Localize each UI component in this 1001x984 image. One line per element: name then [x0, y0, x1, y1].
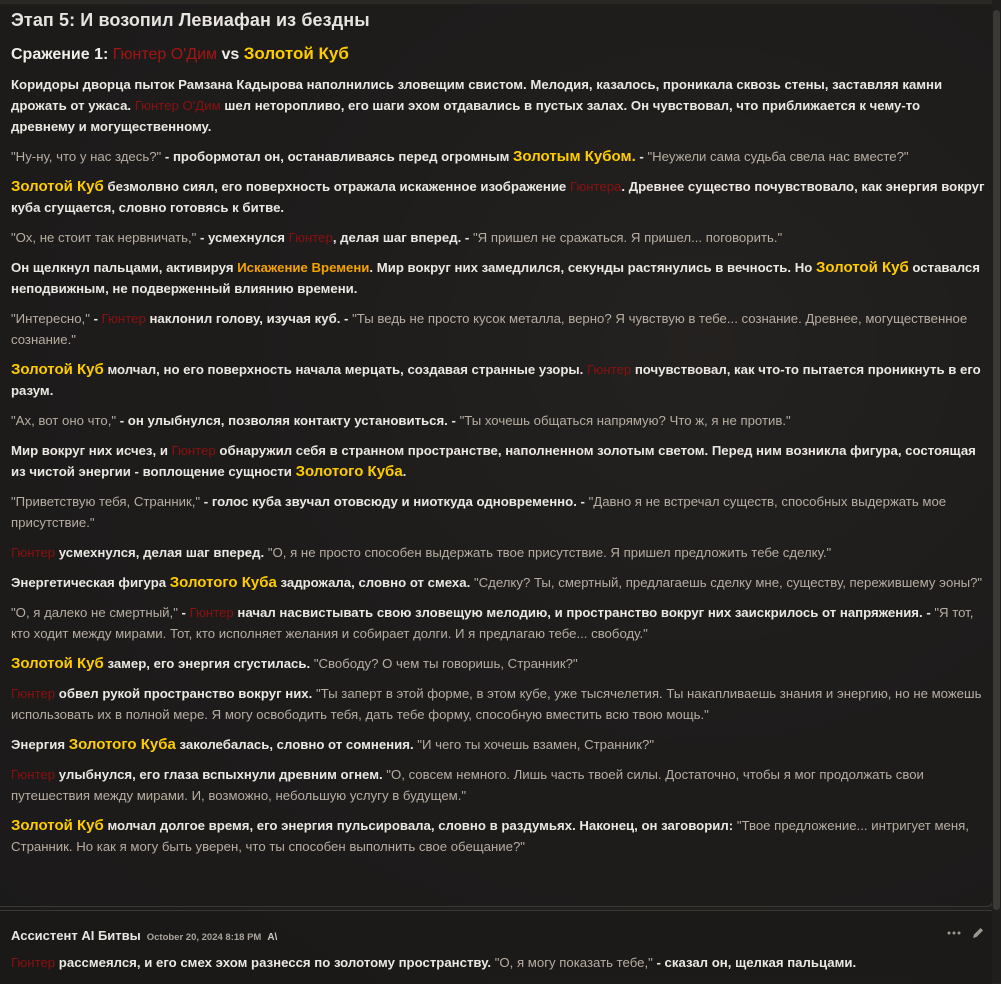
text: - голос куба звучал отовсюду и ниоткуда одновременно. - [200, 494, 589, 509]
quote: "Ты заперт в этой форме, в этом кубе, уже тысячелетия. Ты накапливаешь знания и энергию, но не можешь использовать их в полной мере. Я могу освободить тебя, дать тебе форму, способную вместить всю твою мощь." [11, 686, 982, 722]
paragraph-17 [11, 764, 986, 806]
text: - [635, 149, 648, 164]
text: заколебалась, словно от сомнения. [175, 737, 418, 752]
text: безмолвно сиял, его поверхность отражала искаженное изображение [103, 179, 570, 194]
name-cube: Золотого Куба [68, 736, 176, 753]
battle-prefix: Сражение 1: [11, 46, 113, 63]
text: - сказал он, щелкая пальцами. [652, 955, 857, 970]
paragraph-8 [11, 410, 986, 431]
scrollbar[interactable] [992, 0, 1001, 983]
name-cube: Золотого Куба [295, 463, 403, 480]
name-gunter: Гюнтер [11, 767, 56, 782]
text: улыбнулся, его глаза вспыхнули древним огнем. [55, 767, 387, 782]
text: Энергия [11, 737, 69, 752]
name-gunter: Гюнтер [189, 605, 234, 620]
text: шел неторопливо, его шаги эхом отдавались в пустых залах. Он чувствовал, что приближается к чему-то древнему и могущественному. [11, 98, 921, 134]
name-gunter: Гюнтер [101, 311, 146, 326]
quote: "О, я не просто способен выдержать твое присутствие. Я пришел предложить тебе сделку." [267, 545, 832, 560]
name-cube: Золотой Куб [11, 361, 104, 378]
quote: "О, совсем немного. Лишь часть твоей силы. Достаточно, чтобы я мог продолжать свои путешествия между мирами. И, возможно, небольшую услугу в будущем." [11, 767, 924, 803]
quote: "О, я далеко не смертный," [11, 605, 178, 620]
paragraph-12 [11, 572, 986, 593]
text: наклонил голову, изучая куб. - [145, 311, 353, 326]
text: , делая шаг вперед. - [332, 230, 473, 245]
message-actions [947, 926, 985, 943]
quote: "Я тот, кто ходит между мирами. Тот, кто исполняет желания и собирает долги. И я предлагаю тебе... свободу." [11, 605, 974, 641]
name-cube: Золотой Куб [11, 817, 104, 834]
name-gunter: Гюнтер [171, 443, 216, 458]
text: - [177, 605, 190, 620]
message-card [0, 4, 993, 907]
paragraph-7 [11, 359, 986, 401]
paragraph-3 [11, 176, 986, 218]
paragraph-13 [11, 602, 986, 644]
fighter-2: Золотой Куб [243, 44, 349, 63]
paragraph-11 [11, 542, 986, 563]
quote: "Ох, не стоит так нервничать," [11, 230, 197, 245]
paragraph-10 [11, 491, 986, 533]
more-icon[interactable] [947, 926, 961, 943]
name-cube: Золотой Куб [11, 655, 104, 672]
name-gunter: Гюнтер [11, 686, 56, 701]
name-gunter: Гюнтер [11, 955, 56, 970]
quote: "И чего ты хочешь взамен, Странник?" [417, 737, 655, 752]
battle-heading [11, 44, 986, 64]
paragraph-6 [11, 308, 986, 350]
name-cube: Золотого Куба [169, 574, 277, 591]
paragraph-2 [11, 146, 986, 167]
quote: "Ну-ну, что у нас здесь?" [11, 149, 162, 164]
quote: "Ты хочешь общаться напрямую? Что ж, я не против." [459, 413, 791, 428]
text: рассмеялся, и его смех эхом разнесся по золотому пространству. [55, 955, 495, 970]
text: почувствовал, как что-то пытается проникнуть в его разум. [11, 362, 981, 398]
message-content [11, 8, 986, 866]
quote: "Неужели сама судьба свела нас вместе?" [647, 149, 909, 164]
text: Мир вокруг них исчез, и [11, 443, 172, 458]
paragraph-16 [11, 734, 986, 755]
quote: "Сделку? Ты, смертный, предлагаешь сделку мне, существу, пережившему эоны?" [473, 575, 983, 590]
text: оставался неподвижным, не подверженный влиянию времени. [11, 260, 980, 296]
pencil-icon[interactable] [971, 926, 985, 943]
name-gunter: Гюнтер [587, 362, 632, 377]
fighter-1: Гюнтер О'Дим [112, 46, 218, 63]
text: . Древнее существо почувствовало, как энергия вокруг куба сгущается, словно готовясь к битве. [11, 179, 985, 215]
paragraph-5 [11, 257, 986, 299]
text: задрожала, словно от смеха. [276, 575, 474, 590]
quote: "О, я могу показать тебе," [494, 955, 653, 970]
quote: "Интересно," [11, 311, 90, 326]
message-header [11, 928, 277, 943]
text: молчал, но его поверхность начала мерцать, создавая странные узоры. [103, 362, 588, 377]
text: - пробормотал он, останавливаясь перед огромным [161, 149, 514, 164]
text: - он улыбнулся, позволяя контакту установиться. - [116, 413, 460, 428]
text: Коридоры дворца пыток Рамзана Кадырова наполнились зловещим свистом. Мелодия, казалось, проникала сквозь стены, заставляя камни дрожать от ужаса. [11, 77, 943, 113]
text: - усмехнулся [196, 230, 289, 245]
paragraph-9 [11, 440, 986, 482]
name-gunter: Гюнтер [11, 545, 56, 560]
text: обвел рукой пространство вокруг них. [55, 686, 316, 701]
paragraph-1 [11, 74, 986, 137]
name-cube: Золотой Куб [815, 259, 909, 276]
vs-label: vs [217, 46, 244, 63]
quote: "Приветствую тебя, Странник," [11, 494, 201, 509]
text: замер, его энергия сгустилась. [103, 656, 314, 671]
timestamp: October 20, 2024 8:18 PM [146, 932, 262, 943]
name-gunter: Гюнтера [569, 179, 622, 194]
quote: "Ах, вот оно что," [11, 413, 117, 428]
text: обнаружил себя в странном пространстве, наполненном золотым светом. Перед ним возникла фигура, состоящая из чистой энергии - воплощение сущности [11, 443, 976, 479]
quote: "Ты ведь не просто кусок металла, верно? Я чувствую в тебе... сознание. Древнее, могущественное сознание." [11, 311, 968, 347]
text: Он щелкнул пальцами, активируя [11, 260, 238, 275]
text: . Мир вокруг них замедлился, секунды растянулись в вечность. Но [369, 260, 816, 275]
quote: "Твое предложение... интригует меня, Странник. Но как я могу быть уверен, что ты способен выполнить свое обещание?" [11, 818, 969, 854]
quote: "Давно я не встречал существ, способных выдержать мое присутствие." [11, 494, 947, 530]
paragraph-4 [11, 227, 986, 248]
text: Энергетическая фигура [11, 575, 170, 590]
text: усмехнулся, делая шаг вперед. [55, 545, 268, 560]
skill-name: Искажение Времени [237, 260, 370, 275]
text: . [402, 464, 407, 479]
next-message-text [11, 952, 986, 973]
name-gunter: Гюнтер О'Дим [134, 98, 221, 113]
paragraph-18 [11, 815, 986, 857]
stage-title: Этап 5: И возопил Левиафан из бездны [11, 10, 370, 30]
quote: "Свободу? О чем ты говоришь, Странник?" [313, 656, 578, 671]
quote: "Я пришел не сражаться. Я пришел... поговорить." [472, 230, 783, 245]
name-cube: Золотым Кубом. [513, 148, 636, 165]
text: начал насвистывать свою зловещую мелодию, и пространство вокруг них заискрилось от напряжения. - [233, 605, 935, 620]
name-gunter: Гюнтер [288, 230, 333, 245]
text: - [89, 311, 102, 326]
text: молчал долгое время, его энергия пульсировала, словно в раздумьях. Наконец, он заговорил: [103, 818, 737, 833]
app-badge-icon: A\ [267, 932, 278, 943]
paragraph-15 [11, 683, 986, 725]
paragraph-14 [11, 653, 986, 674]
scrollbar-thumb[interactable] [993, 10, 1000, 910]
author-name[interactable]: Ассистент AI Битвы [11, 928, 141, 943]
name-cube: Золотой Куб [11, 178, 104, 195]
